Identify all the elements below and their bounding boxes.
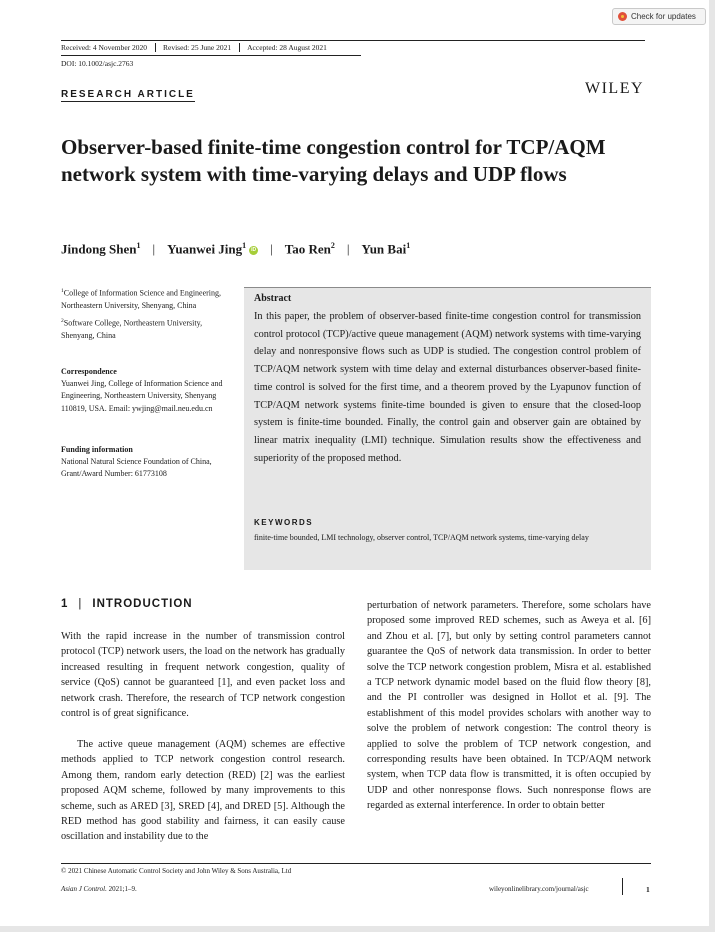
correspondence-text: Yuanwei Jing, College of Information Science and Engineering, Northeastern University, Shenyang 110819, USA. Email: ywjing@mail.neu.edu.cn (61, 379, 223, 413)
section-heading (61, 598, 193, 610)
correspondence-heading: Correspondence (61, 367, 117, 376)
author-separator: | (270, 241, 273, 257)
page-number: 1 (646, 885, 650, 894)
doi[interactable]: DOI: 10.1002/asjc.2763 (61, 59, 134, 68)
affiliation-1: $^1$College of Information Science and Engineering, Northeastern University, Shenyang, China (61, 288, 222, 310)
funding-heading: Funding information (61, 445, 133, 454)
author-separator: | (346, 241, 350, 257)
author[interactable]: Jindong Shen$^1$ (61, 241, 141, 257)
keywords-text: finite-time bounded, LMI technology, observer control, TCP/AQM network systems, time-varying delay (254, 533, 589, 542)
footer-divider (622, 878, 623, 895)
intro-paragraph-1: With the rapid increase in the number of transmission control protocol (TCP) network users, the load on the network has gradually increased resulting in frequent network congestion, quality of service (QoS) cannot be guaranteed [1], and even packet loss and network crash. Therefore, the research of TCP network congestion control is of great significance. (61, 631, 345, 720)
intro-paragraph-3: perturbation of network parameters. Therefore, some scholars have proposed some improved RED schemes, such as Aweya et al. [6] and Zhou et al. [7], but only by setting control parameters cannot guarantee the QoS of network data transmission. In order to better solve the TCP network congestion problem, Misra et al. established a TCP network dynamic model based on the fluid flow theory [8], and the PI controller was designed in Hollot et al. [9]. The establishment of this model provides scholars with another way to solve the problem of network congestion: The control theory is applied to solve the problem of TCP network congestion, and corresponding results have been obtained. In TCP/AQM network system, when TCP data flow is transmitted, it is often occupied by UDP and other nonresponse flows. Such nonresponse flows are regarded as external interference. In order to obtain better (367, 600, 651, 812)
author[interactable]: Yun Bai$^1$ (361, 241, 411, 257)
funding (61, 444, 233, 481)
check-for-updates-button[interactable] (612, 8, 706, 25)
affiliation-2: $^2$Software College, Northeastern University, Shenyang, China (61, 318, 203, 340)
author-separator: | (152, 241, 156, 257)
section-separator: | (78, 598, 83, 610)
check-for-updates-label: Check for updates (631, 12, 696, 21)
section-number: 1 (61, 598, 69, 610)
abstract-text: In this paper, the problem of observer-based finite-time congestion control for transmission control protocol (TCP)/active queue management (AQM) network systems with time-varying delay and nonresponsive flows such as UDP is studied. The congestion control problem of TCP/AQM network system with time delay and external disturbances observer-based finite-time control is solved for the first time, and a theorem proved by the Lyapunov function of TCP/AQM network systems finite-time bounded is given to ensure that the closed-loop system is finite-time bounded. Finally, the control gain and observer gain are obtained by linear matrix inequality (LMI) technique. Simulation results show the effectiveness and superiority of the proposed method. (254, 311, 641, 464)
journal-citation: Asian J Control. 2021;1–9. (61, 885, 137, 893)
article-type: RESEARCH ARTICLE (61, 89, 195, 100)
journal-url[interactable]: wileyonlinelibrary.com/journal/asjc (489, 885, 589, 893)
crossmark-icon (618, 12, 627, 21)
page-edge-shadow (709, 0, 715, 932)
dates-rule (61, 55, 361, 56)
publisher-logo: WILEY (585, 80, 645, 97)
author-list (61, 241, 410, 257)
copyright-notice: © 2021 Chinese Automatic Control Society and John Wiley & Sons Australia, Ltd (61, 867, 292, 875)
section-title: INTRODUCTION (92, 598, 193, 610)
keywords-heading: KEYWORDS (254, 518, 314, 527)
page-edge-shadow (0, 926, 715, 932)
orcid-icon[interactable]: iD (251, 246, 257, 253)
revised-date: Revised: 25 June 2021 (163, 43, 240, 52)
author[interactable]: Yuanwei Jing$^1$ iD (167, 241, 257, 257)
abstract-box (244, 287, 651, 570)
author[interactable]: Tao Ren$^2$ (284, 241, 335, 257)
funding-text: National Natural Science Foundation of China, Grant/Award Number: 61773108 (61, 457, 212, 479)
abstract-heading: Abstract (254, 293, 292, 304)
received-date: Received: 4 November 2020 (61, 43, 156, 52)
header-rule (61, 40, 645, 41)
correspondence (61, 366, 233, 415)
paper-title: Observer-based finite-time congestion control for TCP/AQM network system with time-varying delays and UDP flows (61, 135, 606, 186)
footer-rule (61, 863, 651, 864)
history-dates (61, 43, 342, 52)
affiliations (61, 285, 233, 342)
intro-paragraph-2: The active queue management (AQM) schemes are effective methods applied to TCP network congestion control research. Among them, random early detection (RED) [2] was the earliest proposed AQM scheme, followed by many improvements to this scheme, such as ARED [3], SRED [4], and DRED [5]. Although the RED method has good stability and fairness, it can easily cause oscillation and instability due to the (61, 739, 345, 843)
accepted-date: Accepted: 28 August 2021 (247, 43, 327, 52)
